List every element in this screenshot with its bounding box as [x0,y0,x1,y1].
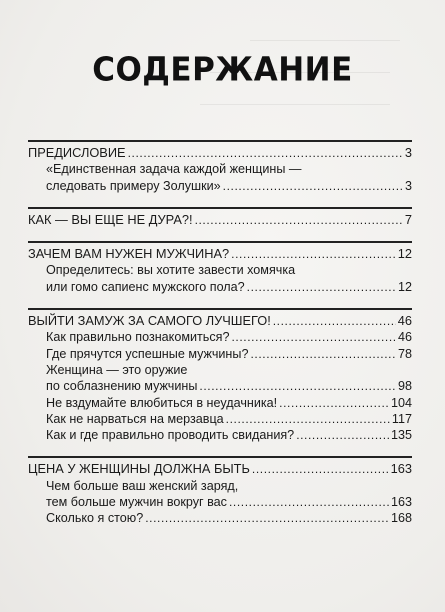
entry-title: ВЫЙТИ ЗАМУЖ ЗА САМОГО ЛУЧШЕГО! [28,313,271,329]
page-number: 104 [390,395,412,410]
toc-entry-line [28,329,412,345]
section-divider [28,456,412,458]
chapter-entry [28,246,412,262]
toc-entry-line [28,378,412,394]
entry-title: Как правильно познакомиться? [46,330,230,345]
page-title: СОДЕРЖАНИЕ [92,51,353,89]
page-number: 135 [390,428,412,443]
entry-title: ЗАЧЕМ ВАМ НУЖЕН МУЖЧИНА? [28,246,230,262]
leader-dots [226,414,390,427]
toc-entry-line [28,262,412,278]
leader-dots [250,349,396,362]
toc-section [28,241,412,295]
entry-title: Где прячутся успешные мужчины? [46,346,249,361]
toc-entry-line [28,279,412,295]
toc-entry-line [28,362,412,378]
entry-title: «Единственная задача каждой женщины — [46,162,302,177]
entry-title: Как не нарваться на мерзавца [46,411,224,426]
leader-dots [145,514,389,527]
page-number: 46 [397,330,412,345]
entry-title: Не вздумайте влюбиться в неудачника! [46,395,278,410]
leader-dots [195,215,403,228]
page-number: 117 [391,411,412,426]
page-number: 168 [390,511,412,526]
page-number: 7 [404,211,412,227]
chapter-entry [28,212,412,228]
page-number: 3 [404,145,412,160]
bleed-through-mark [200,104,390,106]
leader-dots [247,282,396,295]
page-number: 163 [390,461,412,477]
page-number: 163 [390,495,412,510]
leader-dots [223,181,403,194]
section-divider [28,308,412,310]
toc-section [28,140,412,194]
page-number: 98 [397,379,412,394]
leader-dots [231,333,396,346]
toc-section [28,308,412,443]
page-number: 12 [397,246,412,262]
page-number: 46 [397,313,412,329]
entry-title: ПРЕДИСЛОВИЕ [28,145,126,160]
leader-dots [229,497,389,510]
toc-entry-line [28,178,412,194]
section-divider [28,241,412,243]
leader-dots [199,382,396,395]
entry-title: следовать примеру Золушки» [46,178,221,193]
page-number: 12 [397,279,412,294]
leader-dots [128,148,403,161]
toc-entry-line [28,494,412,510]
chapter-entry [28,461,412,477]
entry-title: КАК — ВЫ ЕЩЕ НЕ ДУРА?! [28,211,193,227]
leader-dots [279,398,389,411]
toc-entry-line [28,510,412,526]
leader-dots [273,316,396,329]
entry-title: Женщина — это оружие [46,362,188,377]
leader-dots [252,465,389,478]
entry-title: по соблазнению мужчины [46,379,198,394]
page-number: 3 [404,178,412,193]
toc-entry-line [28,346,412,362]
chapter-entry [28,145,412,161]
entry-title: ЦЕНА У ЖЕНЩИНЫ ДОЛЖНА БЫТЬ [28,461,250,477]
leader-dots [231,249,396,262]
section-divider [28,140,412,142]
entry-title: Как и где правильно проводить свидания? [46,428,295,443]
page-number: 78 [397,346,412,361]
entry-title: Сколько я стою? [46,511,144,526]
table-of-contents [28,140,412,540]
toc-section [28,456,412,526]
entry-title: Чем больше ваш женский заряд, [46,478,239,493]
entry-title: или гомо сапиенс мужского пола? [46,279,245,294]
entry-title: тем больше мужчин вокруг вас [46,495,227,510]
entry-title: Определитесь: вы хотите завести хомячка [46,263,296,278]
leader-dots [296,430,389,443]
toc-entry-line [28,395,412,411]
toc-section [28,207,412,228]
toc-entry-line [28,478,412,494]
section-divider [28,207,412,209]
toc-entry-line [28,161,412,177]
toc-entry-line [28,411,412,427]
toc-entry-line [28,427,412,443]
chapter-entry [28,313,412,329]
bleed-through-mark [250,40,400,42]
